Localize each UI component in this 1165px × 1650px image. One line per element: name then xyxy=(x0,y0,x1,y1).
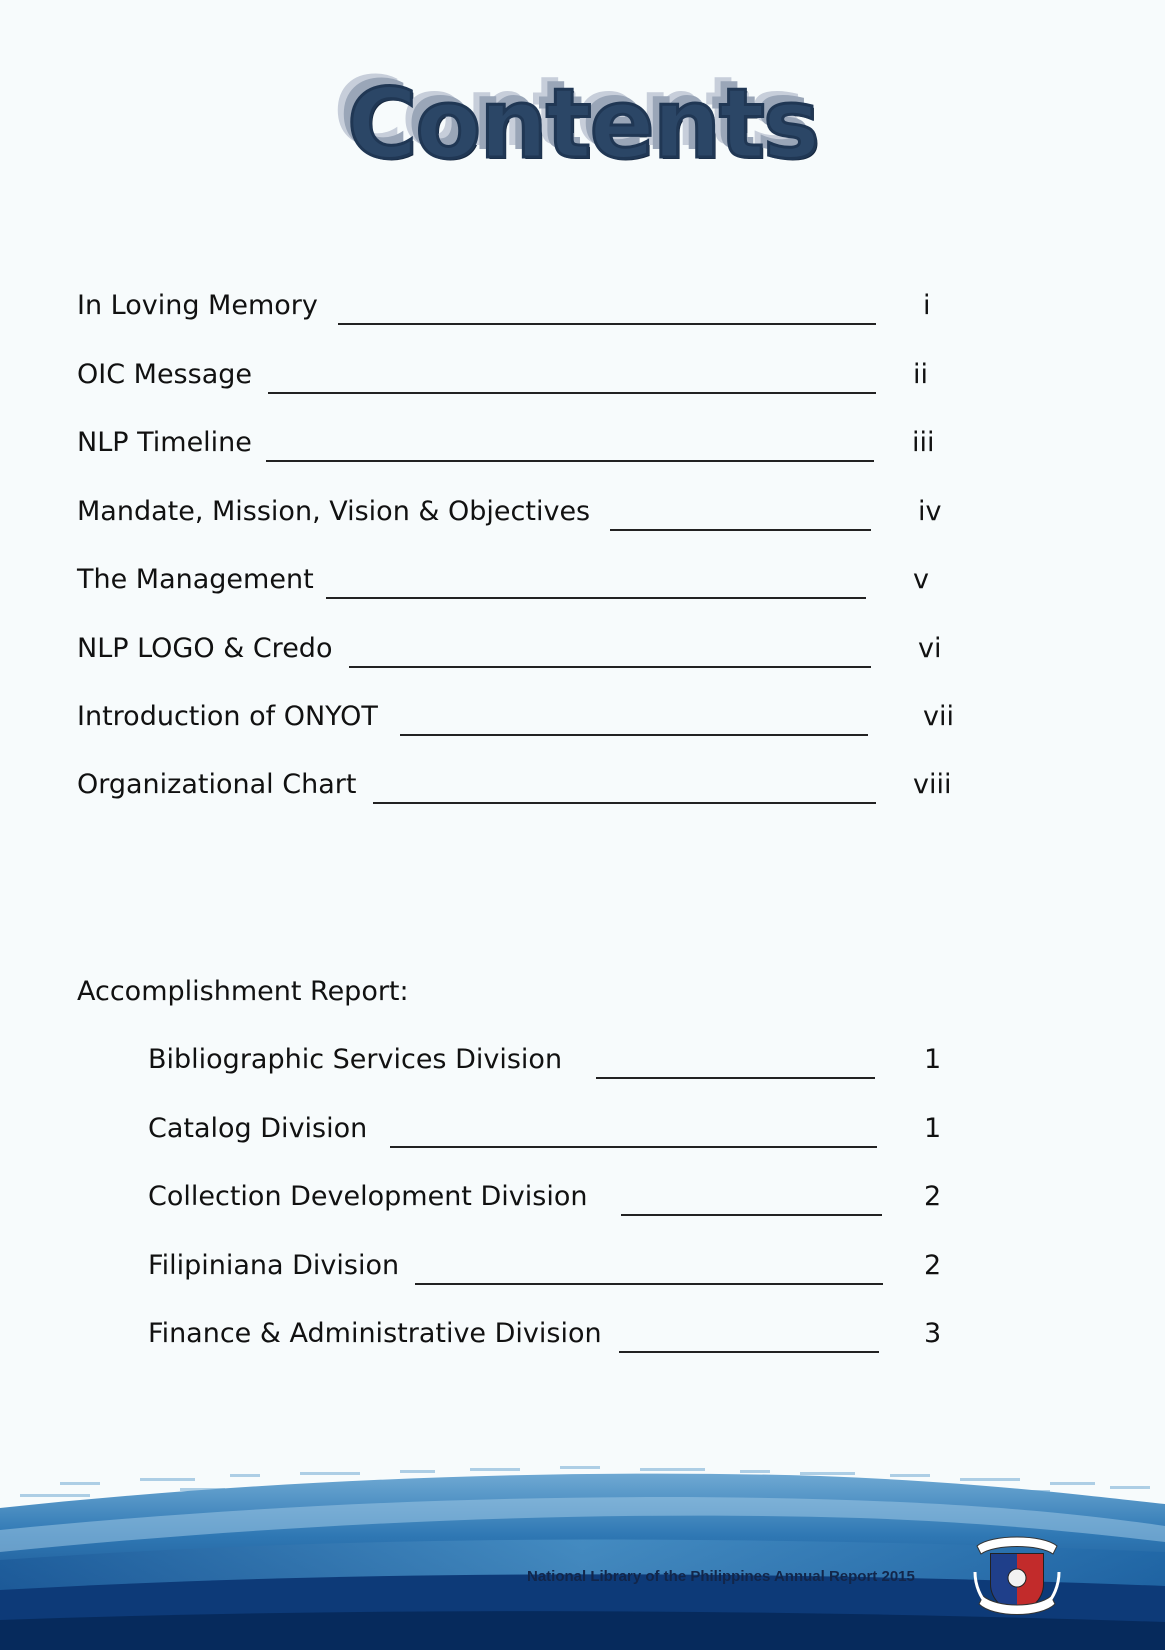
leader-line xyxy=(349,666,871,668)
toc-page-number: i xyxy=(923,290,931,321)
toc-page-number: 1 xyxy=(924,1113,942,1144)
leader-line xyxy=(619,1351,879,1353)
toc-entry-label: OIC Message xyxy=(77,359,252,390)
footer-report-title: National Library of the Philippines Annual Report 2015 xyxy=(527,1568,915,1585)
leader-line xyxy=(338,323,876,325)
toc-page-number: vi xyxy=(918,633,942,664)
toc-page-number: 1 xyxy=(924,1044,942,1075)
leader-line xyxy=(266,460,874,462)
toc-entry-label: Mandate, Mission, Vision & Objectives xyxy=(77,496,591,527)
leader-line xyxy=(596,1077,875,1079)
leader-line xyxy=(326,597,866,599)
page-title: Contents xyxy=(346,68,819,180)
toc-entry-label: Organizational Chart xyxy=(77,769,357,800)
toc-entry-label: Introduction of ONYOT xyxy=(77,701,378,732)
toc-page-number: vii xyxy=(923,701,954,732)
leader-line xyxy=(268,392,876,394)
national-library-seal-icon xyxy=(973,1532,1061,1624)
toc-page-number: 2 xyxy=(924,1181,942,1212)
toc-entry-label: Catalog Division xyxy=(148,1113,368,1144)
toc-page-number: v xyxy=(913,564,929,595)
toc-entry-label: The Management xyxy=(77,564,314,595)
toc-entry-label: In Loving Memory xyxy=(77,290,318,321)
toc-page-number: 2 xyxy=(924,1250,942,1281)
leader-line xyxy=(373,802,876,804)
toc-entry-label: Finance & Administrative Division xyxy=(148,1318,602,1349)
toc-entry-label: Bibliographic Services Division xyxy=(148,1044,563,1075)
toc-entry-label: Filipiniana Division xyxy=(148,1250,400,1281)
toc-page-number: iii xyxy=(912,427,935,458)
leader-line xyxy=(400,734,868,736)
toc-page-number: ii xyxy=(913,359,929,390)
toc-page-number: viii xyxy=(913,769,952,800)
section-heading: Accomplishment Report: xyxy=(77,976,409,1007)
toc-entry-label: Collection Development Division xyxy=(148,1181,588,1212)
leader-line xyxy=(621,1214,882,1216)
leader-line xyxy=(610,529,871,531)
toc-entry-label: NLP Timeline xyxy=(77,427,252,458)
toc-page-number: iv xyxy=(918,496,942,527)
toc-page-number: 3 xyxy=(924,1318,942,1349)
leader-line xyxy=(415,1283,883,1285)
toc-entry-label: NLP LOGO & Credo xyxy=(77,633,333,664)
leader-line xyxy=(390,1146,877,1148)
